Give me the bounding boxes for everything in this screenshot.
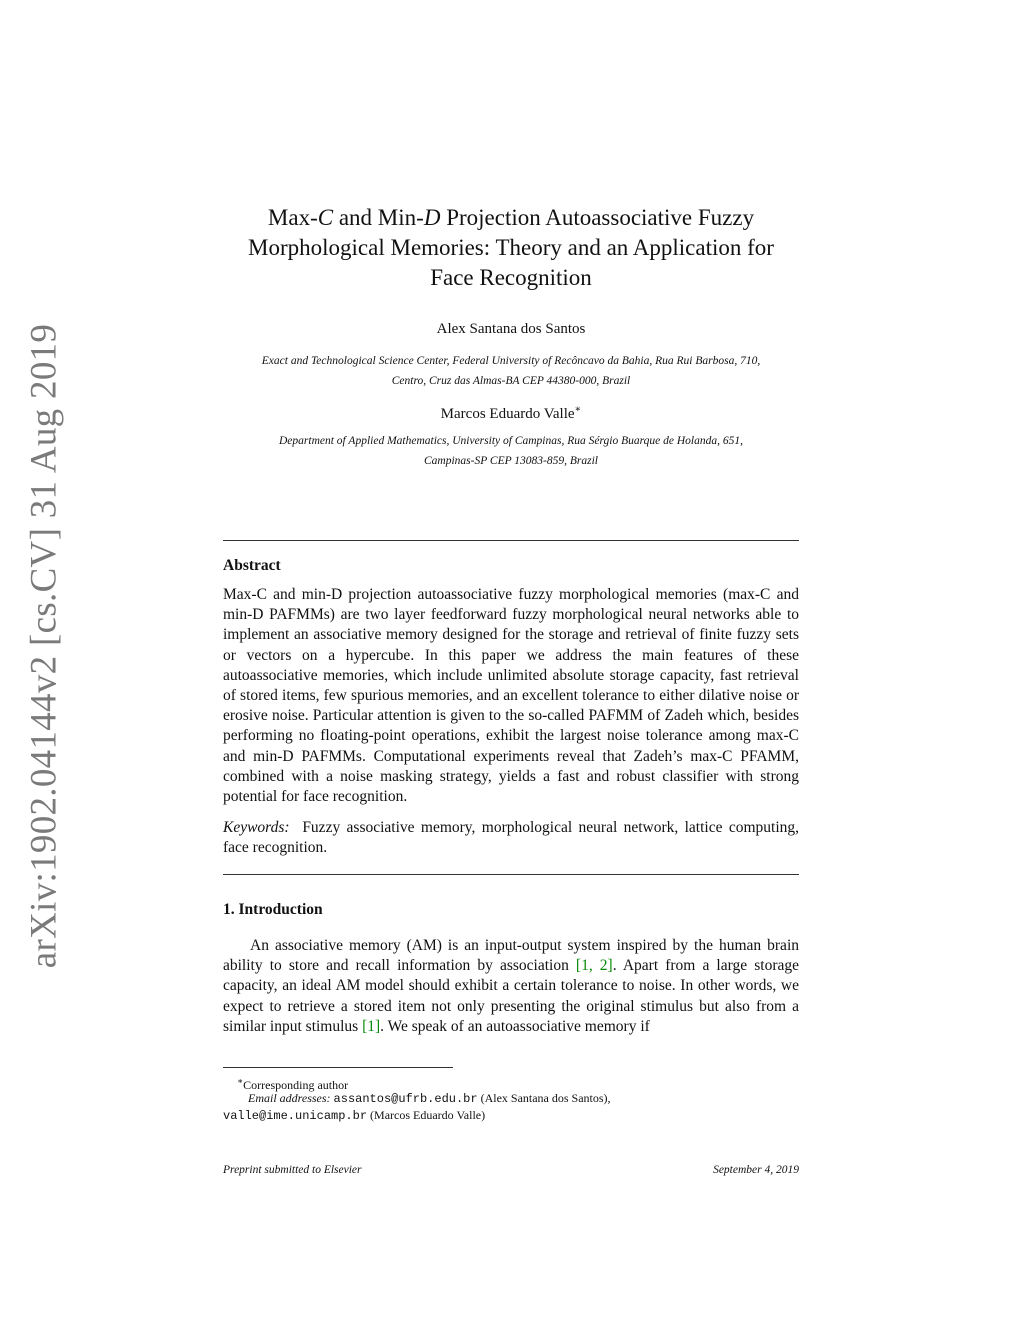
email-link-1[interactable]: assantos@ufrb.edu.br <box>333 1092 478 1106</box>
footer-preprint-note: Preprint submitted to Elsevier <box>223 1164 362 1176</box>
footnote-email-line: Email addresses: assantos@ufrb.edu.br (Alex Santana dos Santos), <box>248 1091 611 1106</box>
keywords <box>223 818 799 858</box>
paper-title <box>205 203 817 293</box>
footer-date: September 4, 2019 <box>713 1164 799 1176</box>
author-name-2: Marcos Eduardo Valle∗ <box>440 404 582 422</box>
citation-link[interactable]: [1, 2] <box>575 957 613 975</box>
arxiv-identifier-stamp: arXiv:1902.04144v2 [cs.CV] 31 Aug 2019 <box>23 323 65 969</box>
keywords-label: Keywords: <box>223 819 290 836</box>
title-line-1: Max-C and Min-D Projection Autoassociative Fuzzy <box>267 205 755 230</box>
introduction-heading: 1. Introduction <box>223 901 323 918</box>
introduction-paragraph: An associative memory (AM) is an input-output system inspired by the human brain ability to store and recall information by association [1, 2]. Apart from a large storage capacity, an ideal AM model should exhibit a certain tolerance to noise. In other words, we expect to retrieve a stored item not only presenting the original stimulus but also from a similar input stimulus [1]. We speak of an autoassociative memory if <box>223 937 799 1035</box>
email-link-2[interactable]: valle@ime.unicamp.br <box>223 1109 368 1123</box>
abstract-body: Max-C and min-D projection autoassociative fuzzy morphological memories (max-C and min-D PAFMMs) are two layer feedforward fuzzy morphological neural networks able to implement an associative memory designed for the storage and retrieval of finite fuzzy sets or vectors on a hypercube. In this paper we address the main features of these autoassociative memories, which include unlimited absolute storage capacity, fast retrieval of stored items, few spurious memories, and an excellent tolerance to either dilative noise or erosive noise. Particular attention is given to the so-called PAFMM of Zadeh which, besides performing no floating-point operations, exhibit the largest noise tolerance among max-C and min-D PAFMMs. Computational experiments reveal that Zadeh’s max-C PFAMM, combined with a noise masking strategy, yields a fast and robust classifier with strong potential for face recognition. <box>223 586 799 806</box>
author-affiliation-2: Department of Applied Mathematics, University of Campinas, Rua Sérgio Buarque de Holanda, 651, Campinas-SP CEP 13083-859, Brazil <box>279 435 743 467</box>
title-line-2: Morphological Memories: Theory and an Application for <box>248 235 774 260</box>
abstract-heading: Abstract <box>223 557 281 574</box>
corresponding-marker: ∗ <box>574 404 582 415</box>
abstract-bottom-rule <box>223 874 799 875</box>
author-affiliation-1: Exact and Technological Science Center, Federal University of Recôncavo da Bahia, Rua Rui Barbosa, 710, Centro, Cruz das Almas-BA CEP 44380-000, Brazil <box>261 355 761 387</box>
abstract-top-rule <box>223 540 799 541</box>
title-line-3: Face Recognition <box>430 265 592 290</box>
keywords-text: Fuzzy associative memory, morphological neural network, lattice computing, face recognition. <box>223 819 800 857</box>
footnote-rule <box>223 1067 453 1068</box>
citation-link[interactable]: [1] <box>362 1017 381 1035</box>
footnote-email-line-2: valle@ime.unicamp.br (Marcos Eduardo Valle) <box>223 1108 486 1123</box>
footnote-corresponding: ∗Corresponding author <box>237 1076 349 1092</box>
author-name-1: Alex Santana dos Santos <box>436 321 586 337</box>
